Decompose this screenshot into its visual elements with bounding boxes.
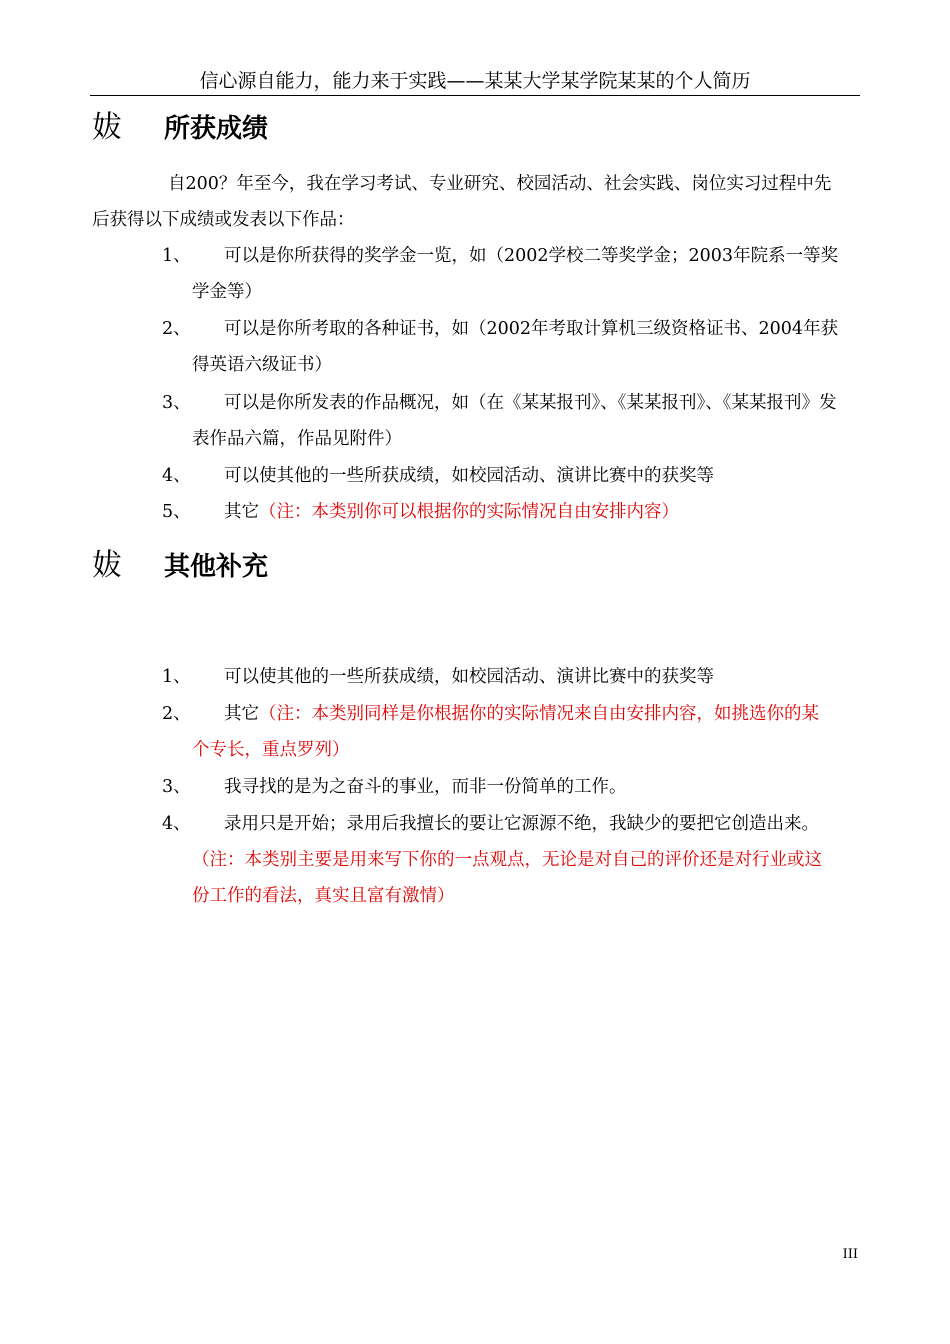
intro-line-2: 后获得以下成绩或发表以下作品： — [92, 210, 355, 230]
item-note-continued: 个专长，重点罗列） — [192, 740, 350, 760]
section-heading-supplement — [92, 540, 268, 584]
item-number: 3、 — [162, 393, 191, 413]
section-heading-achievements — [92, 102, 268, 146]
list-item — [162, 769, 862, 805]
list-item — [162, 806, 882, 914]
header-rule — [90, 95, 860, 96]
item-text-continued: 得英语六级证书） — [192, 355, 332, 375]
item-number: 4、 — [162, 466, 191, 486]
item-text: 可以是你所获得的奖学金一览，如（2002学校二等奖学金；2003年院系一等奖 — [224, 246, 839, 266]
section-bullet-glyph: 妭 — [92, 110, 122, 145]
item-text: 我寻找的是为之奋斗的事业，而非一份简单的工作。 — [224, 777, 627, 797]
item-number: 1、 — [162, 246, 191, 266]
list-item — [162, 238, 862, 310]
list-item — [162, 494, 862, 530]
item-text: 其它 — [224, 502, 259, 522]
item-text: 其它 — [224, 704, 259, 724]
item-text: 可以是你所发表的作品概况，如（在《某某报刊》、《某某报刊》、《某某报刊》发 — [224, 393, 837, 413]
running-header: 信心源自能力，能力来于实践——某某大学某学院某某的个人简历 — [199, 70, 751, 92]
item-number: 4、 — [162, 814, 191, 834]
item-number: 1、 — [162, 667, 191, 687]
list-item — [162, 659, 862, 695]
item-note: （注：本类别主要是用来写下你的一点观点，无论是对自己的评价还是对行业或这 — [192, 850, 822, 870]
item-text-continued: 学金等） — [192, 282, 262, 302]
section-bullet-glyph: 妭 — [92, 548, 122, 583]
section-title: 所获成绩 — [164, 114, 269, 144]
list-item — [162, 385, 862, 457]
item-note: （注：本类别你可以根据你的实际情况自由安排内容） — [259, 502, 679, 522]
item-text: 可以是你所考取的各种证书，如（2002年考取计算机三级资格证书、2004年获 — [224, 319, 839, 339]
item-note: （注：本类别同样是你根据你的实际情况来自由安排内容，如挑选你的某 — [259, 704, 819, 724]
item-number: 2、 — [162, 319, 191, 339]
list-item — [162, 696, 862, 768]
item-text: 录用只是开始；录用后我擅长的要让它源源不绝，我缺少的要把它创造出来。 — [224, 814, 819, 834]
item-text-continued: 表作品六篇，作品见附件） — [192, 429, 402, 449]
item-text: 可以使其他的一些所获成绩，如校园活动、演讲比赛中的获奖等 — [224, 466, 714, 486]
intro-line-1: 自200？年至今，我在学习考试、专业研究、校园活动、社会实践、岗位实习过程中先 — [168, 174, 832, 194]
item-note-continued: 份工作的看法，真实且富有激情） — [192, 886, 455, 906]
item-text: 可以使其他的一些所获成绩，如校园活动、演讲比赛中的获奖等 — [224, 667, 714, 687]
list-item — [162, 311, 862, 383]
list-item — [162, 458, 862, 494]
item-number: 5、 — [162, 502, 191, 522]
item-number: 3、 — [162, 777, 191, 797]
section-title: 其他补充 — [164, 552, 269, 582]
item-number: 2、 — [162, 704, 191, 724]
page-number: III — [842, 1247, 858, 1262]
